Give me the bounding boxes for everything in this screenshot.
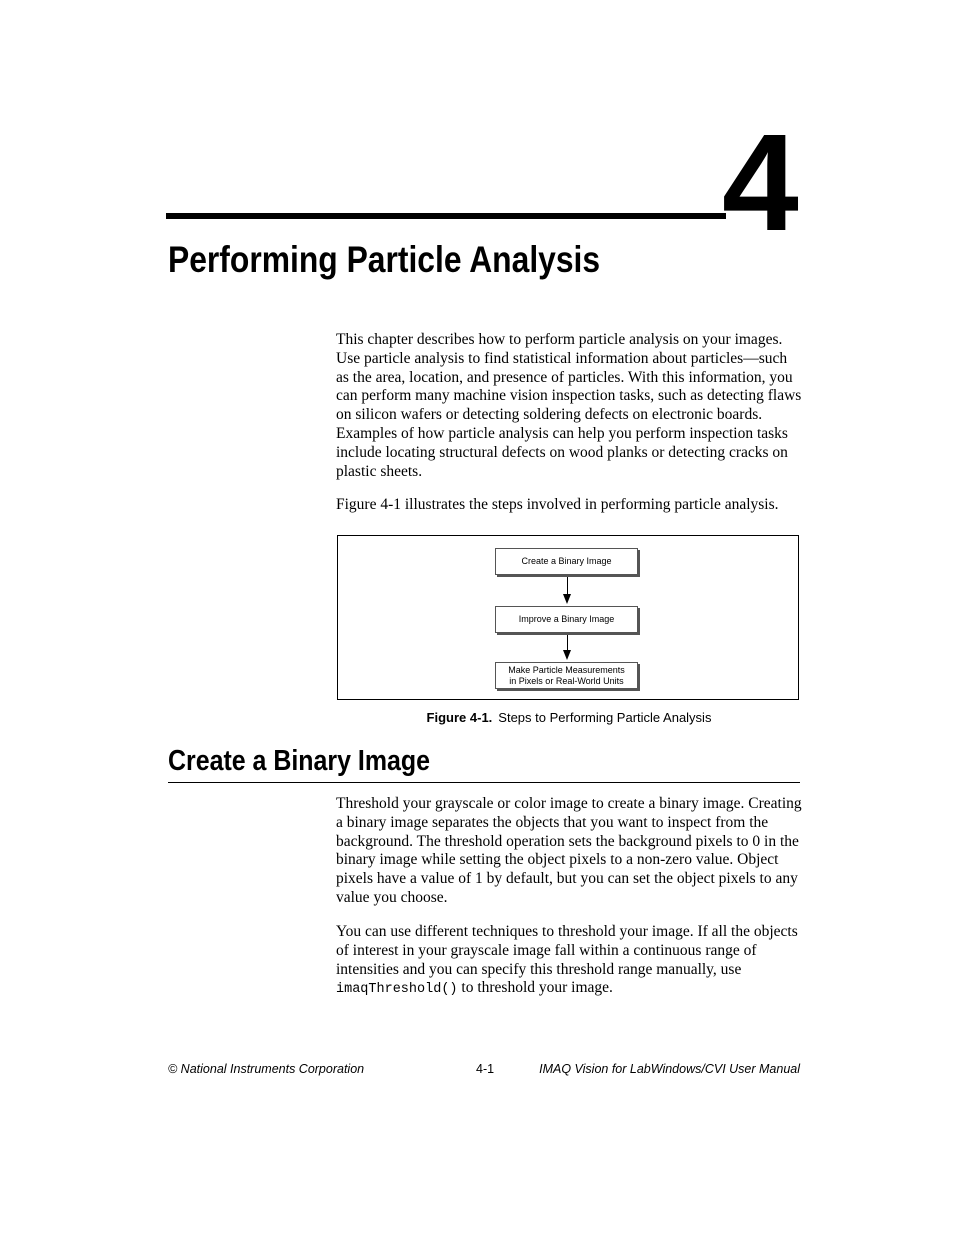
section-paragraph-2 — [336, 923, 802, 1000]
flow-step-label-line1: Make Particle Measurements — [508, 664, 625, 675]
intro-text: This chapter describes how to perform particle analysis on your images. Use particle analysis to find statistical information about particles—such as the area, location, and presence of particles. With this information, you can perform many machine vision inspection tasks, such as detecting flaws on silicon wafers or detecting soldering defects on electronic boards. Examples of how particle analysis can help you perform inspection tasks include locating structural defects on wood planks or detecting cracks on plastic sheets. — [336, 331, 802, 480]
chapter-title: Performing Particle Analysis — [168, 239, 601, 280]
paragraph-text: You can use different techniques to threshold your image. If all the objects of interest in your grayscale image fall within a continuous range of intensities and you can specify this threshold range manually, use — [336, 923, 798, 978]
footer-manual-title: IMAQ Vision for LabWindows/CVI User Manual — [539, 1062, 800, 1076]
figure-reference-paragraph — [336, 496, 802, 515]
section-title: Create a Binary Image — [168, 745, 431, 777]
flow-step-label: Create a Binary Image — [521, 556, 612, 566]
footer-page-number: 4-1 — [476, 1062, 495, 1076]
flow-arrow-line — [567, 577, 568, 595]
figure-caption-text: Steps to Performing Particle Analysis — [498, 710, 712, 725]
section-paragraph-2-text — [336, 923, 802, 1000]
flow-arrow-line — [567, 635, 568, 651]
figure-caption — [336, 709, 802, 726]
flow-step-improve-binary-image — [495, 606, 638, 633]
flow-step-label: Improve a Binary Image — [518, 614, 615, 624]
chapter-rule — [166, 213, 726, 219]
flow-arrow-head — [563, 650, 571, 660]
chapter-number: 4 — [722, 106, 797, 260]
code-function-name: imaqThreshold() — [336, 982, 458, 998]
flow-arrow-head — [563, 594, 571, 604]
flow-step-create-binary-image — [495, 548, 638, 575]
section-paragraph-1 — [336, 795, 802, 908]
figure-caption-label: Figure 4-1. — [426, 710, 493, 725]
section-rule — [168, 782, 800, 783]
intro-paragraph — [336, 331, 802, 481]
footer-copyright: © National Instruments Corporation — [168, 1062, 365, 1076]
paragraph-text-end: to threshold your image. — [457, 979, 613, 997]
section-paragraph-1-text: Threshold your grayscale or color image to create a binary image. Creating a binary image separates the objects that you want to inspect from the background. The threshold operation sets the background pixels to 0 in the binary image while setting the object pixels to a non-zero value. Object pixels have a value of 1 by default, but you can set the object pixels to any value you choose. — [336, 795, 802, 906]
figure-reference-text: Figure 4-1 illustrates the steps involved in performing particle analysis. — [336, 496, 779, 513]
flow-step-label-line2: in Pixels or Real-World Units — [509, 675, 624, 686]
flow-step-make-measurements — [495, 662, 638, 689]
